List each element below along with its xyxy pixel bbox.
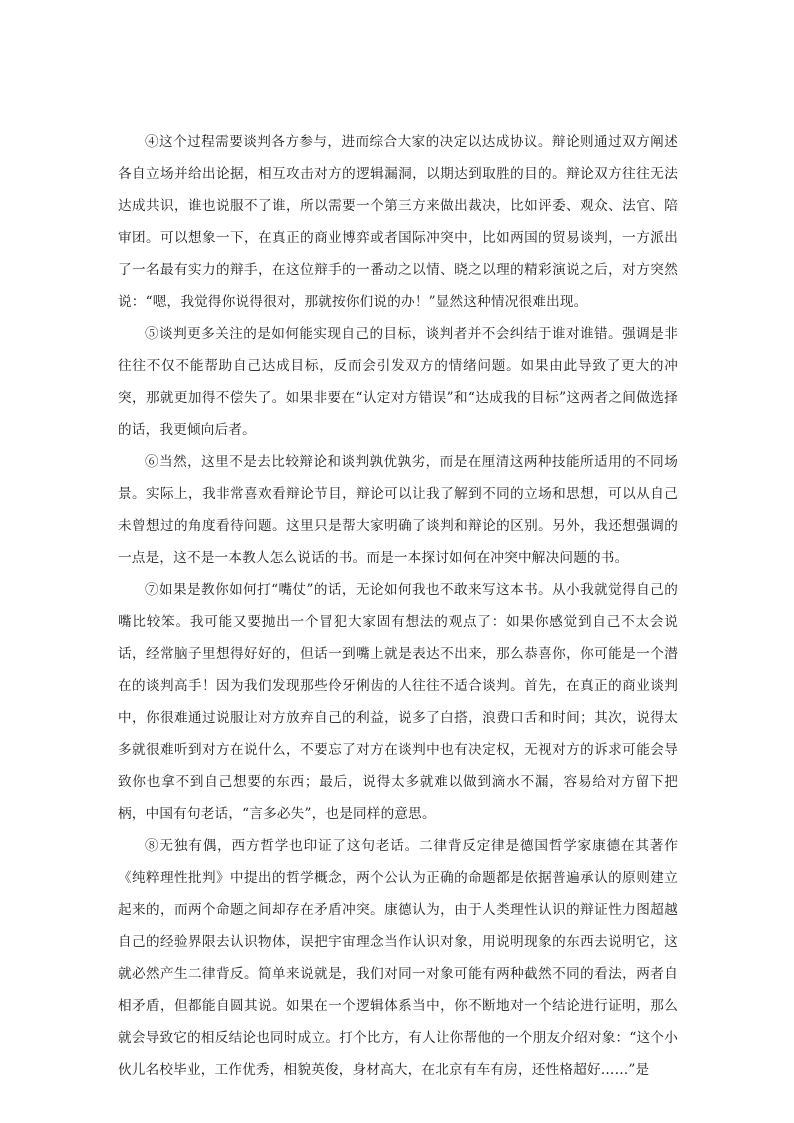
paragraph-5: ⑤谈判更多关注的是如何能实现自己的目标，谈判者并不会纠结于谁对谁错。强调是非往往不仅不能帮助自己达成目标，反而会引发双方的情绪问题。如果由此导致了更大的冲突，那就更加得不偿失了。如果非要在“认定对方错误”和“达成我的目标”这两者之间做选择的话，我更倾向后者。 xyxy=(118,326,678,438)
paragraph-7: ⑦如果是教你如何打“嘴仗”的话，无论如何我也不敢来写这本书。从小我就觉得自己的嘴比较笨。我可能又要抛出一个冒犯大家固有想法的观点了：如果你感觉到自己不太会说话，经常脑子里想得好好的，但话一到嘴上就是表达不出来，那么恭喜你，你可能是一个潜在的谈判高手！因为我们发现那些伶牙俐齿的人往往不适合谈判。首先，在真正的商业谈判中，你很难通过说服让对方放弃自己的利益，说多了白搭，浪费口舌和时间；其次，说得太多就很难听到对方在说什么，不要忘了对方在谈判中也有决定权，无视对方的诉求可能会导致你也拿不到自己想要的东西；最后，说得太多就难以做到滴水不漏，容易给对方留下把柄，中国有句老话，“言多必失”，也是同样的意思。 xyxy=(118,582,678,822)
document-body xyxy=(118,126,678,1086)
paragraph-8: ⑧无独有偶，西方哲学也印证了这句老话。二律背反定律是德国哲学家康德在其著作《纯粹理性批判》中提出的哲学概念，两个公认为正确的命题都是依据普遍承认的原则建立起来的，而两个命题之间却存在矛盾冲突。康德认为，由于人类理性认识的辩证性力图超越自己的经验界限去认识物体，误把宇宙理念当作认识对象，用说明现象的东西去说明它，这就必然产生二律背反。简单来说就是，我们对同一对象可能有两种截然不同的看法，两者自相矛盾，但都能自圆其说。如果在一个逻辑体系当中，你不断地对一个结论进行证明，那么就会导致它的相反结论也同时成立。打个比方，有人让你帮他的一个朋友介绍对象：“这个小伙儿名校毕业，工作优秀，相貌英俊，身材高大，在北京有车有房，还性格超好……”是 xyxy=(118,838,678,1078)
paragraph-6: ⑥当然，这里不是去比较辩论和谈判孰优孰劣，而是在厘清这两种技能所适用的不同场景。实际上，我非常喜欢看辩论节目，辩论可以让我了解到不同的立场和思想，可以从自己未曾想过的角度看待问题。这里只是帮大家明确了谈判和辩论的区别。另外，我还想强调的一点是，这不是一本教人怎么说话的书。而是一本探讨如何在冲突中解决问题的书。 xyxy=(118,454,678,566)
paragraph-4: ④这个过程需要谈判各方参与，进而综合大家的决定以达成协议。辩论则通过双方阐述各自立场并给出论据，相互攻击对方的逻辑漏洞，以期达到取胜的目的。辩论双方往往无法达成共识，谁也说服不了谁，所以需要一个第三方来做出裁决，比如评委、观众、法官、陪审团。可以想象一下，在真正的商业博弈或者国际冲突中，比如两国的贸易谈判，一方派出了一名最有实力的辩手，在这位辩手的一番动之以情、晓之以理的精彩演说之后，对方突然说：“嗯，我觉得你说得很对，那就按你们说的办！”显然这种情况很难出现。 xyxy=(118,134,678,310)
